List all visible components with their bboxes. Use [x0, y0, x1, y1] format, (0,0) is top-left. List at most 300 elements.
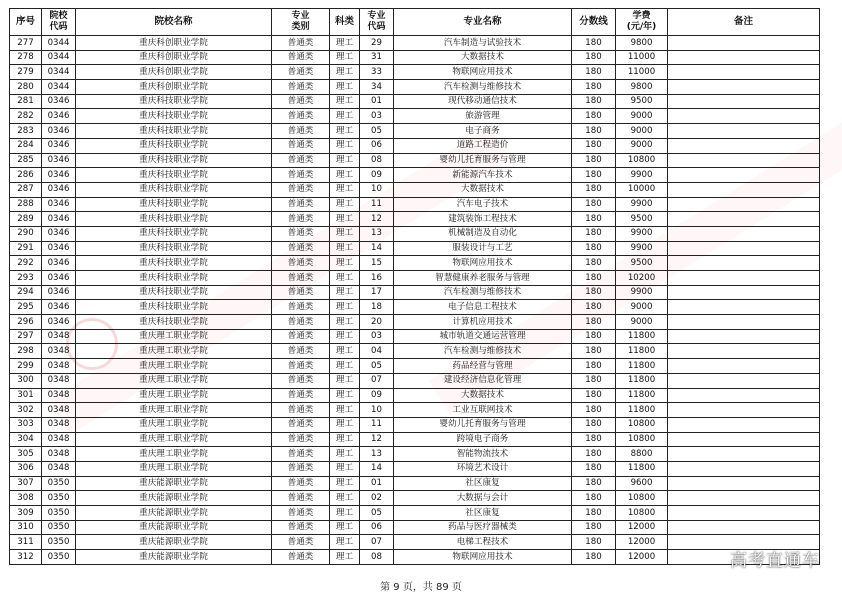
- cell-score: 180: [572, 344, 616, 359]
- cell-score: 180: [572, 447, 616, 462]
- cell-major-name: 建筑装饰工程技术: [394, 212, 572, 227]
- cell-score: 180: [572, 432, 616, 447]
- cell-major-name: 旅游管理: [394, 109, 572, 124]
- cell-no: 283: [10, 124, 42, 139]
- cell-score: 180: [572, 329, 616, 344]
- cell-school-name: 重庆科技职业学院: [76, 241, 272, 256]
- table-row: [10, 226, 820, 241]
- cell-major-type: 普通类: [272, 212, 330, 227]
- cell-school-name: 重庆理工职业学院: [76, 388, 272, 403]
- cell-no: 291: [10, 241, 42, 256]
- cell-score: 180: [572, 212, 616, 227]
- cell-school-name: 重庆科创职业学院: [76, 50, 272, 65]
- cell-major-name: 大数据技术: [394, 388, 572, 403]
- cell-school-code: 0346: [42, 138, 76, 153]
- header-tuition: [616, 9, 668, 36]
- cell-tuition: 10000: [616, 182, 668, 197]
- cell-school-code: 0348: [42, 432, 76, 447]
- table-row: [10, 403, 820, 418]
- cell-no: 280: [10, 80, 42, 95]
- table-row: [10, 315, 820, 330]
- cell-major-type: 普通类: [272, 65, 330, 80]
- cell-major-name: 智慧健康养老服务与管理: [394, 271, 572, 286]
- cell-major-code: 02: [360, 491, 394, 506]
- cell-no: 293: [10, 271, 42, 286]
- cell-score: 180: [572, 315, 616, 330]
- cell-note: [668, 168, 820, 183]
- cell-major-code: 09: [360, 388, 394, 403]
- cell-score: 180: [572, 550, 616, 565]
- table-row: [10, 241, 820, 256]
- cell-no: 277: [10, 36, 42, 51]
- cell-school-name: 重庆能源职业学院: [76, 506, 272, 521]
- cell-major-type: 普通类: [272, 403, 330, 418]
- cell-school-name: 重庆科技职业学院: [76, 197, 272, 212]
- cell-subject: 理工: [330, 226, 360, 241]
- cell-tuition: 9000: [616, 138, 668, 153]
- cell-subject: 理工: [330, 153, 360, 168]
- cell-note: [668, 417, 820, 432]
- cell-major-name: 新能源汽车技术: [394, 168, 572, 183]
- cell-no: 310: [10, 520, 42, 535]
- cell-school-name: 重庆理工职业学院: [76, 403, 272, 418]
- cell-subject: 理工: [330, 94, 360, 109]
- cell-note: [668, 300, 820, 315]
- cell-note: [668, 50, 820, 65]
- cell-tuition: 11800: [616, 359, 668, 374]
- cell-tuition: 9500: [616, 94, 668, 109]
- cell-subject: 理工: [330, 461, 360, 476]
- cell-major-name: 药品经营与管理: [394, 359, 572, 374]
- cell-score: 180: [572, 138, 616, 153]
- cell-no: 307: [10, 476, 42, 491]
- cell-no: 290: [10, 226, 42, 241]
- cell-score: 180: [572, 417, 616, 432]
- cell-major-code: 20: [360, 315, 394, 330]
- cell-school-code: 0346: [42, 300, 76, 315]
- header-subject: 科类: [330, 9, 360, 36]
- header-tuition-line2: (元/年): [626, 22, 657, 32]
- cell-no: 302: [10, 403, 42, 418]
- cell-note: [668, 329, 820, 344]
- cell-school-name: 重庆能源职业学院: [76, 520, 272, 535]
- cell-subject: 理工: [330, 197, 360, 212]
- cell-major-type: 普通类: [272, 344, 330, 359]
- header-major-code-line1: 专业: [367, 11, 386, 21]
- cell-tuition: 9800: [616, 80, 668, 95]
- cell-no: 299: [10, 359, 42, 374]
- cell-subject: 理工: [330, 241, 360, 256]
- cell-score: 180: [572, 124, 616, 139]
- cell-note: [668, 506, 820, 521]
- cell-major-type: 普通类: [272, 109, 330, 124]
- cell-major-name: 汽车电子技术: [394, 197, 572, 212]
- cell-major-type: 普通类: [272, 226, 330, 241]
- cell-major-code: 10: [360, 403, 394, 418]
- cell-major-name: 大数据技术: [394, 182, 572, 197]
- table-row: [10, 329, 820, 344]
- cell-subject: 理工: [330, 271, 360, 286]
- cell-school-code: 0350: [42, 535, 76, 550]
- cell-school-code: 0348: [42, 403, 76, 418]
- cell-school-name: 重庆科创职业学院: [76, 36, 272, 51]
- table-row: [10, 476, 820, 491]
- cell-no: 301: [10, 388, 42, 403]
- cell-school-name: 重庆科技职业学院: [76, 153, 272, 168]
- cell-school-name: 重庆理工职业学院: [76, 417, 272, 432]
- table-row: [10, 138, 820, 153]
- cell-no: 303: [10, 417, 42, 432]
- cell-major-name: 物联网应用技术: [394, 65, 572, 80]
- cell-major-code: 01: [360, 94, 394, 109]
- table-row: [10, 388, 820, 403]
- cell-major-type: 普通类: [272, 168, 330, 183]
- cell-major-code: 17: [360, 285, 394, 300]
- cell-major-code: 11: [360, 417, 394, 432]
- cell-major-type: 普通类: [272, 94, 330, 109]
- cell-major-name: 建设经济信息化管理: [394, 373, 572, 388]
- cell-note: [668, 403, 820, 418]
- cell-subject: 理工: [330, 212, 360, 227]
- cell-major-type: 普通类: [272, 329, 330, 344]
- cell-subject: 理工: [330, 109, 360, 124]
- cell-note: [668, 388, 820, 403]
- cell-school-name: 重庆科创职业学院: [76, 80, 272, 95]
- cell-major-name: 大数据与会计: [394, 491, 572, 506]
- cell-note: [668, 36, 820, 51]
- table-body: [10, 36, 820, 565]
- cell-note: [668, 197, 820, 212]
- cell-tuition: 9900: [616, 197, 668, 212]
- cell-school-code: 0346: [42, 124, 76, 139]
- cell-school-code: 0344: [42, 36, 76, 51]
- cell-tuition: 9900: [616, 241, 668, 256]
- cell-major-code: 06: [360, 520, 394, 535]
- cell-note: [668, 226, 820, 241]
- cell-note: [668, 65, 820, 80]
- cell-major-type: 普通类: [272, 80, 330, 95]
- cell-note: [668, 124, 820, 139]
- header-tuition-line1: 学费: [632, 11, 651, 21]
- cell-major-type: 普通类: [272, 256, 330, 271]
- cell-tuition: 10800: [616, 491, 668, 506]
- header-major-type: [272, 9, 330, 36]
- cell-major-type: 普通类: [272, 50, 330, 65]
- cell-score: 180: [572, 36, 616, 51]
- cell-major-type: 普通类: [272, 36, 330, 51]
- cell-school-code: 0346: [42, 153, 76, 168]
- cell-major-code: 07: [360, 535, 394, 550]
- cell-major-type: 普通类: [272, 432, 330, 447]
- cell-major-name: 婴幼儿托育服务与管理: [394, 153, 572, 168]
- cell-tuition: 10200: [616, 271, 668, 286]
- cell-tuition: 9900: [616, 226, 668, 241]
- cell-tuition: 11800: [616, 388, 668, 403]
- cell-major-type: 普通类: [272, 153, 330, 168]
- cell-score: 180: [572, 403, 616, 418]
- cell-major-type: 普通类: [272, 476, 330, 491]
- cell-school-code: 0348: [42, 329, 76, 344]
- cell-subject: 理工: [330, 138, 360, 153]
- header-no: 序号: [10, 9, 42, 36]
- cell-school-code: 0350: [42, 491, 76, 506]
- cell-major-name: 汽车检测与维修技术: [394, 80, 572, 95]
- cell-no: 296: [10, 315, 42, 330]
- cell-subject: 理工: [330, 535, 360, 550]
- cell-tuition: 12000: [616, 550, 668, 565]
- cell-school-name: 重庆科技职业学院: [76, 182, 272, 197]
- cell-no: 305: [10, 447, 42, 462]
- cell-school-name: 重庆科技职业学院: [76, 300, 272, 315]
- cell-subject: 理工: [330, 417, 360, 432]
- cell-major-name: 服装设计与工艺: [394, 241, 572, 256]
- cell-no: 288: [10, 197, 42, 212]
- cell-tuition: 9500: [616, 212, 668, 227]
- cell-no: 304: [10, 432, 42, 447]
- cell-tuition: 9900: [616, 168, 668, 183]
- cell-no: 286: [10, 168, 42, 183]
- cell-score: 180: [572, 285, 616, 300]
- cell-note: [668, 461, 820, 476]
- table-row: [10, 168, 820, 183]
- cell-school-name: 重庆科技职业学院: [76, 124, 272, 139]
- cell-note: [668, 447, 820, 462]
- cell-score: 180: [572, 153, 616, 168]
- cell-major-code: 33: [360, 65, 394, 80]
- cell-no: 306: [10, 461, 42, 476]
- header-school-code: [42, 9, 76, 36]
- table-row: [10, 197, 820, 212]
- cell-tuition: 11000: [616, 65, 668, 80]
- cell-major-code: 08: [360, 550, 394, 565]
- cell-school-name: 重庆科技职业学院: [76, 212, 272, 227]
- table-row: [10, 506, 820, 521]
- cell-school-code: 0350: [42, 550, 76, 565]
- table-row: [10, 550, 820, 565]
- cell-major-type: 普通类: [272, 197, 330, 212]
- cell-note: [668, 241, 820, 256]
- cell-subject: 理工: [330, 432, 360, 447]
- cell-subject: 理工: [330, 359, 360, 374]
- cell-note: [668, 344, 820, 359]
- cell-school-name: 重庆能源职业学院: [76, 550, 272, 565]
- cell-major-name: 电梯工程技术: [394, 535, 572, 550]
- cell-no: 292: [10, 256, 42, 271]
- cell-note: [668, 476, 820, 491]
- cell-score: 180: [572, 359, 616, 374]
- cell-school-name: 重庆能源职业学院: [76, 535, 272, 550]
- cell-major-name: 物联网应用技术: [394, 256, 572, 271]
- cell-note: [668, 373, 820, 388]
- cell-subject: 理工: [330, 50, 360, 65]
- cell-school-code: 0346: [42, 241, 76, 256]
- cell-tuition: 11800: [616, 329, 668, 344]
- table-row: [10, 300, 820, 315]
- cell-major-name: 大数据技术: [394, 50, 572, 65]
- cell-no: 282: [10, 109, 42, 124]
- cell-major-name: 环境艺术设计: [394, 461, 572, 476]
- cell-major-code: 03: [360, 109, 394, 124]
- table-row: [10, 212, 820, 227]
- cell-subject: 理工: [330, 403, 360, 418]
- cell-tuition: 10800: [616, 432, 668, 447]
- header-row: [10, 9, 820, 36]
- cell-major-type: 普通类: [272, 285, 330, 300]
- cell-school-code: 0346: [42, 226, 76, 241]
- cell-major-name: 城市轨道交通运营管理: [394, 329, 572, 344]
- cell-school-code: 0344: [42, 50, 76, 65]
- cell-major-type: 普通类: [272, 138, 330, 153]
- cell-school-code: 0344: [42, 65, 76, 80]
- cell-school-name: 重庆能源职业学院: [76, 476, 272, 491]
- header-school-name: 院校名称: [76, 9, 272, 36]
- cell-major-name: 婴幼儿托育服务与管理: [394, 417, 572, 432]
- cell-subject: 理工: [330, 168, 360, 183]
- cell-school-code: 0346: [42, 182, 76, 197]
- cell-score: 180: [572, 241, 616, 256]
- table-row: [10, 124, 820, 139]
- cell-tuition: 9000: [616, 315, 668, 330]
- cell-subject: 理工: [330, 300, 360, 315]
- cell-school-code: 0346: [42, 315, 76, 330]
- cell-note: [668, 80, 820, 95]
- cell-major-code: 03: [360, 329, 394, 344]
- cell-major-code: 10: [360, 182, 394, 197]
- cell-school-code: 0348: [42, 447, 76, 462]
- cell-tuition: 9600: [616, 476, 668, 491]
- cell-tuition: 11800: [616, 373, 668, 388]
- cell-note: [668, 94, 820, 109]
- cell-subject: 理工: [330, 285, 360, 300]
- cell-major-code: 05: [360, 506, 394, 521]
- cell-no: 295: [10, 300, 42, 315]
- cell-score: 180: [572, 226, 616, 241]
- cell-major-type: 普通类: [272, 300, 330, 315]
- header-major-type-line2: 类别: [291, 22, 310, 32]
- cell-no: 312: [10, 550, 42, 565]
- cell-major-code: 09: [360, 168, 394, 183]
- cell-note: [668, 256, 820, 271]
- cell-tuition: 12000: [616, 535, 668, 550]
- table-row: [10, 256, 820, 271]
- cell-major-type: 普通类: [272, 124, 330, 139]
- cell-score: 180: [572, 50, 616, 65]
- cell-no: 278: [10, 50, 42, 65]
- cell-no: 279: [10, 65, 42, 80]
- cell-note: [668, 212, 820, 227]
- table-row: [10, 432, 820, 447]
- cell-score: 180: [572, 271, 616, 286]
- cell-major-code: 14: [360, 461, 394, 476]
- header-major-type-line1: 专业: [291, 11, 310, 21]
- cell-score: 180: [572, 94, 616, 109]
- cell-tuition: 9000: [616, 109, 668, 124]
- cell-major-code: 29: [360, 36, 394, 51]
- cell-major-name: 药品与医疗器械类: [394, 520, 572, 535]
- cell-major-code: 05: [360, 359, 394, 374]
- cell-tuition: 11000: [616, 50, 668, 65]
- header-major-code: [360, 9, 394, 36]
- cell-tuition: 9500: [616, 256, 668, 271]
- cell-major-name: 现代移动通信技术: [394, 94, 572, 109]
- cell-tuition: 10800: [616, 153, 668, 168]
- cell-school-code: 0346: [42, 256, 76, 271]
- cell-school-name: 重庆理工职业学院: [76, 432, 272, 447]
- cell-score: 180: [572, 65, 616, 80]
- cell-school-name: 重庆科技职业学院: [76, 315, 272, 330]
- cell-tuition: 9900: [616, 285, 668, 300]
- cell-no: 281: [10, 94, 42, 109]
- cell-subject: 理工: [330, 344, 360, 359]
- cell-note: [668, 153, 820, 168]
- cell-note: [668, 271, 820, 286]
- cell-school-code: 0346: [42, 285, 76, 300]
- cell-major-code: 05: [360, 124, 394, 139]
- cell-note: [668, 315, 820, 330]
- cell-major-type: 普通类: [272, 359, 330, 374]
- cell-school-code: 0348: [42, 344, 76, 359]
- cell-major-code: 13: [360, 226, 394, 241]
- cell-school-name: 重庆理工职业学院: [76, 461, 272, 476]
- cell-major-name: 工业互联网技术: [394, 403, 572, 418]
- header-school-code-line1: 院校: [49, 11, 68, 21]
- cell-score: 180: [572, 476, 616, 491]
- cell-major-name: 汽车制造与试验技术: [394, 36, 572, 51]
- table-row: [10, 373, 820, 388]
- table-row: [10, 80, 820, 95]
- cell-school-name: 重庆科创职业学院: [76, 65, 272, 80]
- cell-major-name: 电子商务: [394, 124, 572, 139]
- brand-watermark-text: 高考直通车: [730, 551, 820, 571]
- cell-score: 180: [572, 373, 616, 388]
- cell-school-code: 0350: [42, 506, 76, 521]
- cell-score: 180: [572, 168, 616, 183]
- table-row: [10, 417, 820, 432]
- cell-subject: 理工: [330, 447, 360, 462]
- cell-school-code: 0344: [42, 80, 76, 95]
- cell-tuition: 11800: [616, 461, 668, 476]
- cell-major-code: 12: [360, 432, 394, 447]
- cell-school-code: 0348: [42, 417, 76, 432]
- cell-major-code: 13: [360, 447, 394, 462]
- cell-major-type: 普通类: [272, 417, 330, 432]
- cell-subject: 理工: [330, 182, 360, 197]
- cell-school-name: 重庆科技职业学院: [76, 138, 272, 153]
- cell-school-code: 0346: [42, 168, 76, 183]
- cell-note: [668, 285, 820, 300]
- cell-major-name: 社区康复: [394, 506, 572, 521]
- cell-school-name: 重庆科技职业学院: [76, 271, 272, 286]
- table-row: [10, 94, 820, 109]
- cell-tuition: 8800: [616, 447, 668, 462]
- cell-major-code: 11: [360, 197, 394, 212]
- cell-subject: 理工: [330, 329, 360, 344]
- cell-major-type: 普通类: [272, 373, 330, 388]
- table-row: [10, 359, 820, 374]
- cell-major-name: 跨境电子商务: [394, 432, 572, 447]
- cell-school-code: 0346: [42, 109, 76, 124]
- cell-tuition: 9000: [616, 300, 668, 315]
- cell-school-name: 重庆科技职业学院: [76, 168, 272, 183]
- page-number: 第 9 页，共 89 页: [380, 582, 462, 593]
- cell-school-name: 重庆理工职业学院: [76, 373, 272, 388]
- table-row: [10, 153, 820, 168]
- cell-score: 180: [572, 520, 616, 535]
- cell-school-code: 0348: [42, 359, 76, 374]
- cell-major-code: 04: [360, 344, 394, 359]
- cell-major-code: 06: [360, 138, 394, 153]
- cell-school-code: 0346: [42, 271, 76, 286]
